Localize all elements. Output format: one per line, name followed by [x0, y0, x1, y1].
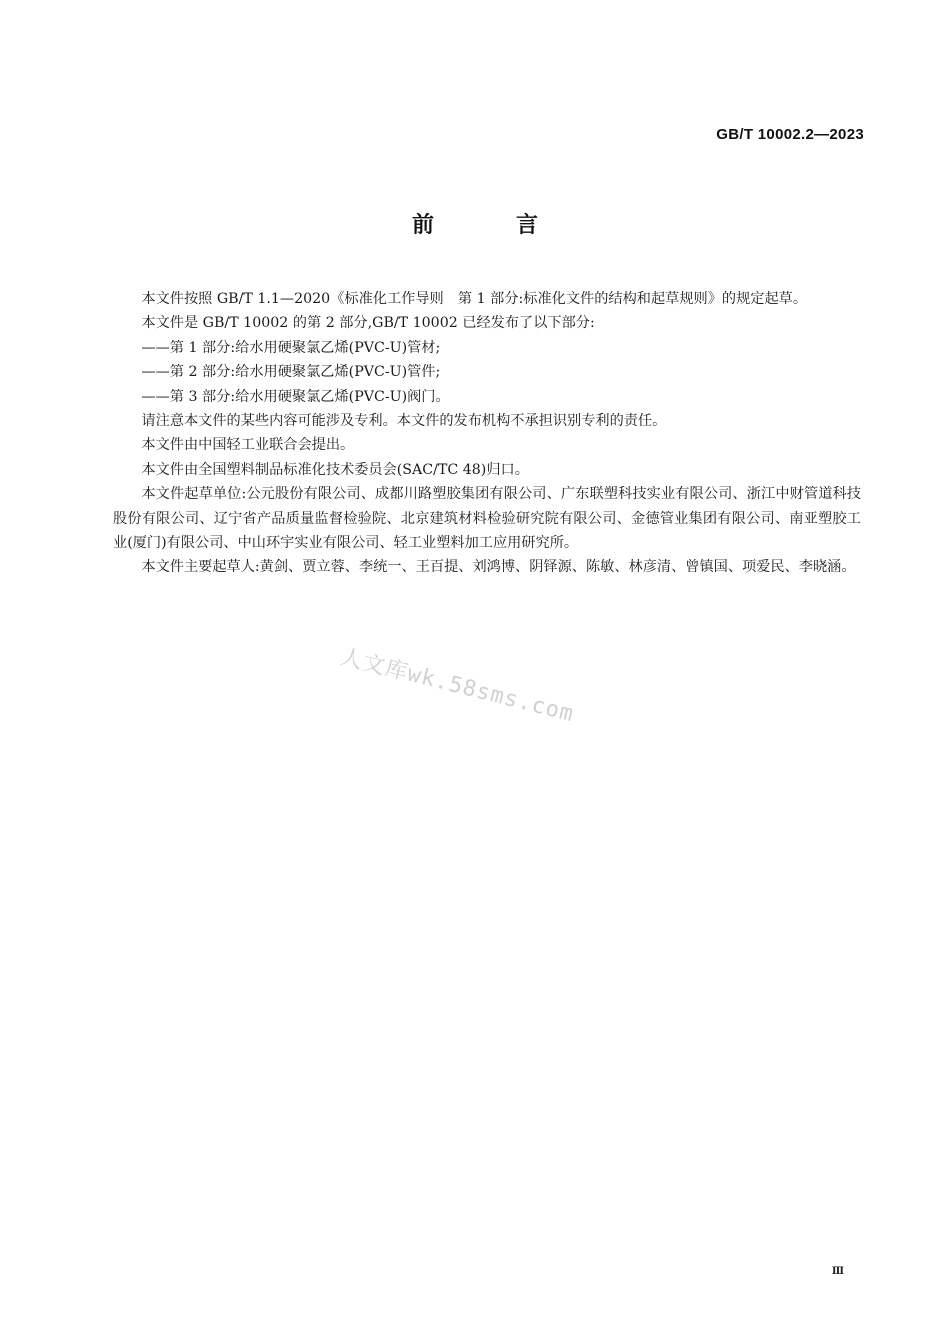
- paragraph-centralized-by: 本文件由全国塑料制品标准化技术委员会(SAC/TC 48)归口。: [141, 461, 529, 478]
- paragraph-proposed-by: 本文件由中国轻工业联合会提出。: [141, 437, 355, 454]
- paragraph-parts-intro: 本文件是 GB/T 10002 的第 2 部分,GB/T 10002 已经发布了以下部分:: [141, 315, 595, 332]
- paragraph-drafters: 本文件主要起草人:黄剑、贾立蓉、李统一、王百提、刘鸿博、阴铎源、陈敏、林彦清、曾镇国、项爱民、李晓涵。: [141, 559, 856, 576]
- page-number: Ⅲ: [831, 1266, 844, 1277]
- paragraph-patent-notice: 请注意本文件的某些内容可能涉及专利。本文件的发布机构不承担识别专利的责任。: [141, 413, 667, 430]
- watermark: 人文库wk.58sms.com: [337, 644, 577, 728]
- paragraph-drafting-rules: 本文件按照 GB/T 1.1—2020《标准化工作导则 第 1 部分:标准化文件的结构和起草规则》的规定起草。: [141, 291, 808, 307]
- list-item-part-1: ——第 1 部分:给水用硬聚氯乙烯(PVC-U)管材;: [141, 339, 441, 356]
- paragraph-drafting-units: 本文件起草单位:公元股份有限公司、成都川路塑胶集团有限公司、广东联塑科技实业有限公司、浙江中财管道科技股份有限公司、辽宁省产品质量监督检验院、北京建筑材料检验研究院有限公司、金德管业集团有限公司、南亚塑胶工业(厦门)有限公司、中山环宇实业有限公司、轻工业塑料加工应用研究所。: [113, 486, 861, 552]
- list-item-part-3: ——第 3 部分:给水用硬聚氯乙烯(PVC-U)阀门。: [141, 388, 450, 405]
- foreword-body: [113, 287, 861, 580]
- list-item-part-2: ——第 2 部分:给水用硬聚氯乙烯(PVC-U)管件;: [141, 364, 441, 381]
- page-title: 前 言: [411, 213, 568, 238]
- standard-code: GB/T 10002.2—2023: [716, 126, 864, 143]
